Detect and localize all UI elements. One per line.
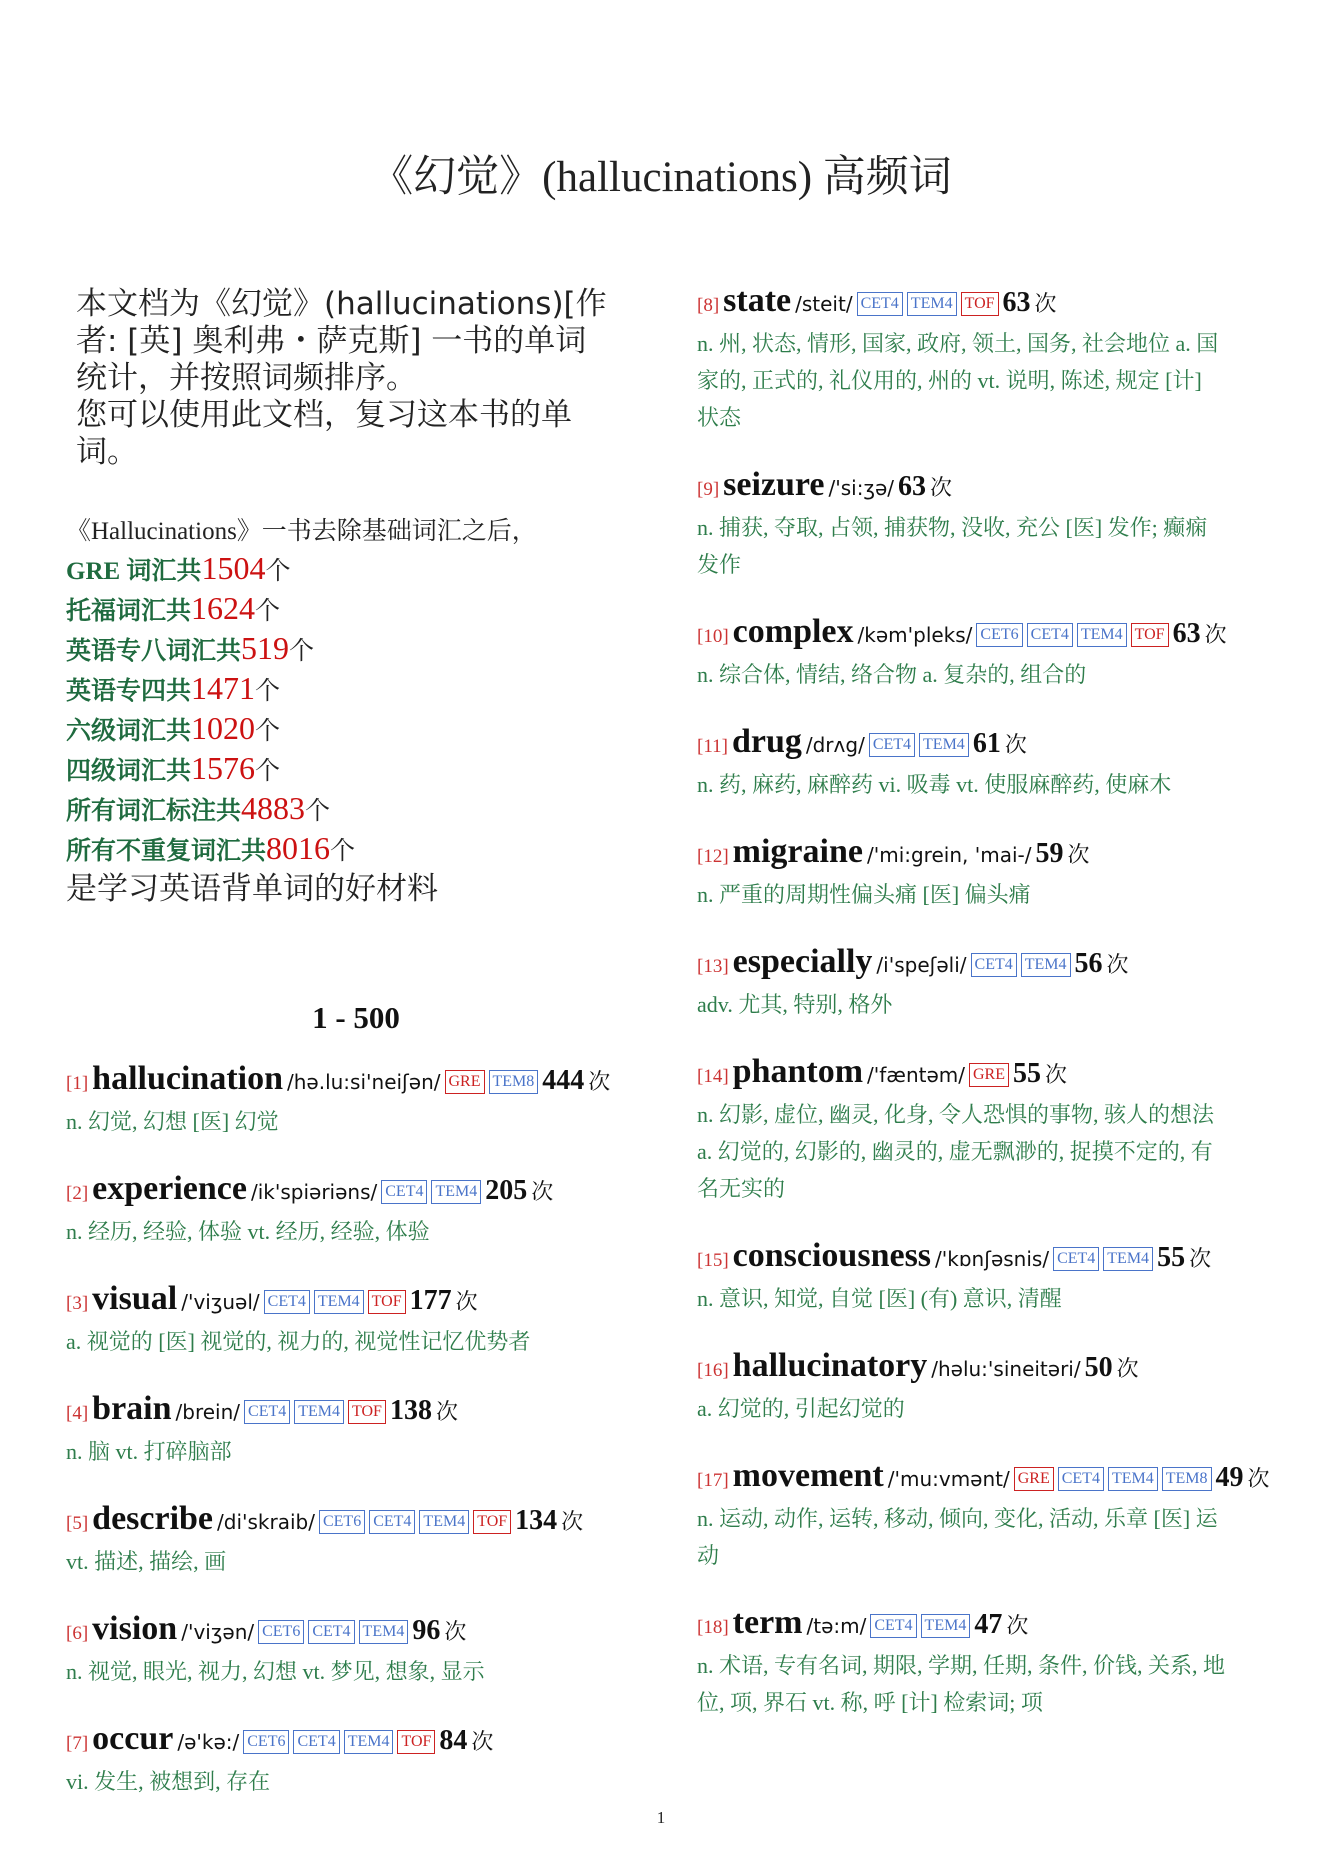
frequency-unit: 次 [1116, 1356, 1139, 1381]
word-entry [697, 1053, 1277, 1207]
vocabulary-stats [66, 514, 646, 908]
entry-header [66, 1610, 646, 1653]
stat-unit: 个 [265, 558, 291, 585]
stat-row [66, 710, 646, 750]
frequency-unit: 次 [531, 1179, 554, 1204]
frequency-unit: 次 [930, 475, 953, 500]
word-list-left [66, 1060, 646, 1800]
exam-tag-badge: CET6 [319, 1510, 365, 1534]
entry-index: [5] [66, 1513, 89, 1534]
definition-line: 状态 [697, 405, 742, 430]
word-entry [66, 1610, 646, 1690]
entry-header [66, 1500, 646, 1543]
exam-tag-badge: CET4 [1058, 1467, 1104, 1491]
word-entry [697, 1347, 1277, 1427]
entry-index: [10] [697, 626, 729, 647]
headword: migraine [732, 833, 863, 870]
exam-tag-badge: TOF [348, 1400, 386, 1424]
entry-header [66, 1720, 646, 1763]
entry-index: [12] [697, 846, 729, 867]
entry-header [697, 723, 1277, 766]
phonetic: /həlu:'sineitəri/ [931, 1357, 1081, 1381]
page-number: 1 [656, 1808, 666, 1827]
entry-index: [6] [66, 1623, 89, 1644]
frequency-count: 63 [1172, 618, 1201, 649]
definition-line: n. 药, 麻药, 麻醉药 vi. 吸毒 vt. 使服麻醉药, 使麻木 [697, 772, 1172, 797]
exam-tag-badge: CET4 [264, 1290, 310, 1314]
exam-tag-badge: GRE [1014, 1467, 1054, 1491]
exam-tag-badge: CET4 [369, 1510, 415, 1534]
definition-line: n. 脑 vt. 打碎脑部 [66, 1439, 232, 1464]
frequency-unit: 次 [471, 1729, 494, 1754]
entry-index: [18] [697, 1617, 729, 1638]
entry-index: [17] [697, 1470, 729, 1491]
definition-line: 名无实的 [697, 1176, 786, 1201]
entry-header [697, 1053, 1277, 1096]
phonetic: /'mu:vmənt/ [887, 1467, 1010, 1491]
definition-line: n. 意识, 知觉, 自觉 [医] (有) 意识, 清醒 [697, 1286, 1062, 1311]
headword: seizure [723, 466, 825, 503]
phonetic: /'viʒuəl/ [181, 1290, 260, 1314]
frequency-unit: 次 [1189, 1246, 1212, 1271]
exam-tag-badge: TEM4 [344, 1730, 394, 1754]
frequency-count: 63 [898, 471, 927, 502]
stat-label: 所有不重复词汇共 [66, 838, 267, 865]
headword: occur [92, 1720, 174, 1757]
word-entry [66, 1720, 646, 1800]
exam-tag-badge: CET4 [870, 1614, 916, 1638]
frequency-unit: 次 [1006, 1613, 1029, 1638]
phonetic: /hə.lu:si'neiʃən/ [287, 1070, 441, 1094]
exam-tag-badge: CET4 [1053, 1247, 1099, 1271]
definition-line: n. 术语, 专有名词, 期限, 学期, 任期, 条件, 价钱, 关系, 地 [697, 1653, 1226, 1678]
exam-tag-badge: TOF [397, 1730, 435, 1754]
stat-unit: 个 [305, 798, 331, 825]
entry-index: [9] [697, 479, 720, 500]
frequency-unit: 次 [435, 1399, 458, 1424]
phonetic: /'viʒən/ [181, 1620, 255, 1644]
stat-value: 1576 [191, 750, 256, 786]
exam-tag-badge: TEM8 [489, 1070, 539, 1094]
frequency-unit: 次 [444, 1619, 467, 1644]
exam-tag-badge: CET4 [381, 1180, 427, 1204]
entry-header [697, 466, 1277, 509]
definition-line: n. 运动, 动作, 运转, 移动, 倾向, 变化, 活动, 乐章 [医] 运 [697, 1506, 1218, 1531]
stat-unit: 个 [255, 678, 281, 705]
word-entry [66, 1500, 646, 1580]
stat-row [66, 750, 646, 790]
stat-value: 1624 [191, 590, 256, 626]
definition-line: a. 幻觉的, 引起幻觉的 [697, 1396, 905, 1421]
definition-line: n. 捕获, 夺取, 占领, 捕获物, 没收, 充公 [医] 发作; 癫痫 [697, 515, 1208, 540]
frequency-count: 61 [972, 728, 1001, 759]
frequency-unit: 次 [1247, 1466, 1270, 1491]
intro-paragraph [66, 286, 646, 471]
word-entry [697, 1457, 1277, 1574]
exam-tag-badge: CET4 [1027, 623, 1073, 647]
stat-row [66, 590, 646, 630]
frequency-count: 63 [1002, 287, 1031, 318]
entry-header [66, 1170, 646, 1213]
exam-tag-badge: GRE [969, 1063, 1009, 1087]
frequency-unit: 次 [455, 1289, 478, 1314]
headword: especially [732, 943, 873, 980]
headword: describe [92, 1500, 214, 1537]
entry-header [697, 282, 1277, 325]
word-entry [697, 1604, 1277, 1721]
exam-tag-badge: TEM4 [359, 1620, 409, 1644]
stat-value: 519 [241, 630, 290, 666]
word-entry [697, 282, 1277, 436]
headword: hallucination [92, 1060, 283, 1097]
definition-line: adv. 尤其, 特别, 格外 [697, 992, 893, 1017]
entry-header [697, 613, 1277, 656]
frequency-unit: 次 [1045, 1062, 1068, 1087]
definition-line: a. 幻觉的, 幻影的, 幽灵的, 虚无飘渺的, 捉摸不定的, 有 [697, 1139, 1213, 1164]
headword: complex [732, 613, 854, 650]
exam-tag-badge: CET4 [308, 1620, 354, 1644]
word-entry [697, 833, 1277, 913]
stat-row [66, 830, 646, 870]
word-entry [66, 1280, 646, 1360]
stat-row [66, 630, 646, 670]
intro-line: 者: [英] 奥利弗・萨克斯] 一书的单词 [76, 323, 587, 359]
frequency-count: 444 [542, 1065, 585, 1096]
frequency-count: 96 [412, 1615, 441, 1646]
frequency-unit: 次 [588, 1069, 611, 1094]
frequency-count: 84 [439, 1725, 468, 1756]
entry-index: [4] [66, 1403, 89, 1424]
stat-label: 六级词汇共 [66, 718, 192, 745]
frequency-count: 56 [1074, 948, 1103, 979]
entry-header [697, 943, 1277, 986]
exam-tag-badge: TEM4 [919, 733, 969, 757]
phonetic: /'kɒnʃəsnis/ [935, 1247, 1050, 1271]
definition-line: n. 幻影, 虚位, 幽灵, 化身, 令人恐惧的事物, 骇人的想法 [697, 1102, 1215, 1127]
headword: consciousness [732, 1237, 932, 1274]
word-entry [697, 613, 1277, 693]
stat-label: 四级词汇共 [66, 758, 192, 785]
stat-unit: 个 [255, 598, 281, 625]
definition-line: n. 幻觉, 幻想 [医] 幻觉 [66, 1109, 279, 1134]
stat-value: 8016 [266, 830, 331, 866]
frequency-count: 50 [1084, 1352, 1113, 1383]
exam-tag-badge: TEM4 [1077, 623, 1127, 647]
headword: state [723, 282, 792, 319]
exam-tag-badge: CET4 [869, 733, 915, 757]
exam-tag-badge: TEM4 [294, 1400, 344, 1424]
exam-tag-badge: CET6 [243, 1730, 289, 1754]
exam-tag-badge: CET6 [976, 623, 1022, 647]
stat-label: 所有词汇标注共 [66, 798, 242, 825]
entry-index: [14] [697, 1066, 729, 1087]
word-list-right [697, 282, 1277, 1721]
exam-tag-badge: TEM4 [907, 292, 957, 316]
phonetic: /'mi:grein, 'mai-/ [866, 843, 1032, 867]
stat-row [66, 550, 646, 590]
left-column [66, 286, 646, 1830]
definition-line: n. 经历, 经验, 体验 vt. 经历, 经验, 体验 [66, 1219, 430, 1244]
entry-header [697, 833, 1277, 876]
exam-tag-badge: TEM8 [1162, 1467, 1212, 1491]
exam-tag-badge: TEM4 [1108, 1467, 1158, 1491]
word-entry [66, 1170, 646, 1250]
stats-tail: 是学习英语背单词的好材料 [66, 871, 438, 907]
page-title: 《幻觉》(hallucinations) 高频词 [370, 154, 952, 201]
phonetic: /'si:ʒə/ [828, 476, 895, 500]
phonetic: /ə'kə:/ [177, 1730, 240, 1754]
stat-unit: 个 [255, 718, 281, 745]
phonetic: /drʌg/ [805, 733, 865, 757]
headword: drug [731, 723, 802, 760]
frequency-count: 177 [409, 1285, 452, 1316]
exam-tag-badge: TEM4 [419, 1510, 469, 1534]
word-entry [697, 723, 1277, 803]
stat-value: 4883 [241, 790, 306, 826]
entry-index: [16] [697, 1360, 729, 1381]
stat-unit: 个 [255, 758, 281, 785]
exam-tag-badge: CET4 [244, 1400, 290, 1424]
word-entry [697, 466, 1277, 583]
word-entry [66, 1390, 646, 1470]
definition-line: n. 州, 状态, 情形, 国家, 政府, 领土, 国务, 社会地位 a. 国 [697, 331, 1219, 356]
exam-tag-badge: CET4 [293, 1730, 339, 1754]
exam-tag-badge: TEM4 [921, 1614, 971, 1638]
word-entry [697, 943, 1277, 1023]
frequency-unit: 次 [1106, 952, 1129, 977]
entry-header [697, 1604, 1277, 1647]
stat-row [66, 670, 646, 710]
definition-line: n. 视觉, 眼光, 视力, 幻想 vt. 梦见, 想象, 显示 [66, 1659, 485, 1684]
entry-index: [2] [66, 1183, 89, 1204]
headword: hallucinatory [732, 1347, 928, 1384]
phonetic: /ik'spiəriəns/ [250, 1180, 378, 1204]
right-column [697, 282, 1277, 1751]
exam-tag-badge: CET6 [258, 1620, 304, 1644]
phonetic: /brein/ [175, 1400, 241, 1424]
entry-index: [1] [66, 1073, 89, 1094]
exam-tag-badge: TEM4 [1103, 1247, 1153, 1271]
definition-line: 家的, 正式的, 礼仪用的, 州的 vt. 说明, 陈述, 规定 [计] [697, 368, 1202, 393]
entry-index: [13] [697, 956, 729, 977]
stat-value: 1504 [201, 550, 266, 586]
phonetic: /steit/ [795, 292, 853, 316]
frequency-count: 134 [515, 1505, 558, 1536]
exam-tag-badge: TEM4 [431, 1180, 481, 1204]
frequency-unit: 次 [1067, 842, 1090, 867]
entry-index: [11] [697, 736, 728, 757]
exam-tag-badge: TEM4 [1021, 953, 1071, 977]
frequency-unit: 次 [1004, 732, 1027, 757]
phonetic: /i'speʃəli/ [876, 953, 967, 977]
phonetic: /kəm'pleks/ [857, 623, 973, 647]
intro-line: 您可以使用此文档，复习这本书的单 [76, 397, 572, 433]
exam-tag-badge: TOF [368, 1290, 406, 1314]
definition-line: n. 严重的周期性偏头痛 [医] 偏头痛 [697, 882, 1031, 907]
headword: visual [92, 1280, 178, 1317]
word-entry [66, 1060, 646, 1140]
stat-row [66, 790, 646, 830]
entry-header [66, 1280, 646, 1323]
frequency-count: 59 [1035, 838, 1064, 869]
frequency-unit: 次 [561, 1509, 584, 1534]
exam-tag-badge: CET4 [857, 292, 903, 316]
headword: brain [92, 1390, 172, 1427]
frequency-count: 49 [1215, 1462, 1244, 1493]
exam-tag-badge: TOF [1131, 623, 1169, 647]
entry-index: [3] [66, 1293, 89, 1314]
exam-tag-badge: TOF [473, 1510, 511, 1534]
entry-header [697, 1457, 1277, 1500]
exam-tag-badge: TOF [961, 292, 999, 316]
definition-line: a. 视觉的 [医] 视觉的, 视力的, 视觉性记忆优势者 [66, 1329, 531, 1354]
frequency-count: 55 [1013, 1058, 1041, 1089]
intro-line: 本文档为《幻觉》(hallucinations)[作 [76, 286, 607, 322]
section-heading: 1 - 500 [312, 1000, 400, 1035]
entry-index: [8] [697, 295, 720, 316]
stat-label: 托福词汇共 [66, 598, 192, 625]
entry-header [697, 1237, 1277, 1280]
phonetic: /di'skraib/ [217, 1510, 315, 1534]
entry-header [697, 1347, 1277, 1390]
frequency-unit: 次 [1034, 291, 1057, 316]
stat-label: GRE 词汇共 [66, 558, 202, 585]
phonetic: /'fæntəm/ [867, 1063, 965, 1087]
stat-value: 1020 [191, 710, 256, 746]
exam-tag-badge: TEM4 [314, 1290, 364, 1314]
intro-line: 统计，并按照词频排序。 [76, 360, 417, 396]
intro-line: 词。 [76, 434, 138, 470]
entry-index: [15] [697, 1250, 729, 1271]
headword: phantom [732, 1053, 864, 1090]
headword: vision [92, 1610, 178, 1647]
frequency-count: 47 [974, 1609, 1003, 1640]
stat-value: 1471 [191, 670, 256, 706]
frequency-count: 138 [389, 1395, 432, 1426]
entry-header [66, 1390, 646, 1433]
entry-index: [7] [66, 1733, 89, 1754]
frequency-unit: 次 [1204, 622, 1227, 647]
definition-line: n. 综合体, 情结, 络合物 a. 复杂的, 组合的 [697, 662, 1087, 687]
definition-line: 动 [697, 1543, 720, 1568]
exam-tag-badge: CET4 [971, 953, 1017, 977]
exam-tag-badge: GRE [445, 1070, 485, 1094]
stat-label: 英语专四共 [66, 678, 192, 705]
entry-header [66, 1060, 646, 1103]
definition-line: 发作 [697, 552, 742, 577]
definition-line: vi. 发生, 被想到, 存在 [66, 1769, 271, 1794]
definition-line: 位, 项, 界石 vt. 称, 呼 [计] 检索词; 项 [697, 1690, 1043, 1715]
word-entry [697, 1237, 1277, 1317]
stats-heading: 《Hallucinations》一书去除基础词汇之后， [66, 518, 537, 545]
frequency-count: 55 [1157, 1242, 1186, 1273]
headword: term [732, 1604, 803, 1641]
phonetic: /tə:m/ [806, 1614, 867, 1638]
stat-label: 英语专八词汇共 [66, 638, 242, 665]
headword: movement [732, 1457, 884, 1494]
definition-line: vt. 描述, 描绘, 画 [66, 1549, 227, 1574]
stat-unit: 个 [289, 638, 315, 665]
stat-unit: 个 [330, 838, 356, 865]
frequency-count: 205 [485, 1175, 528, 1206]
headword: experience [92, 1170, 247, 1207]
